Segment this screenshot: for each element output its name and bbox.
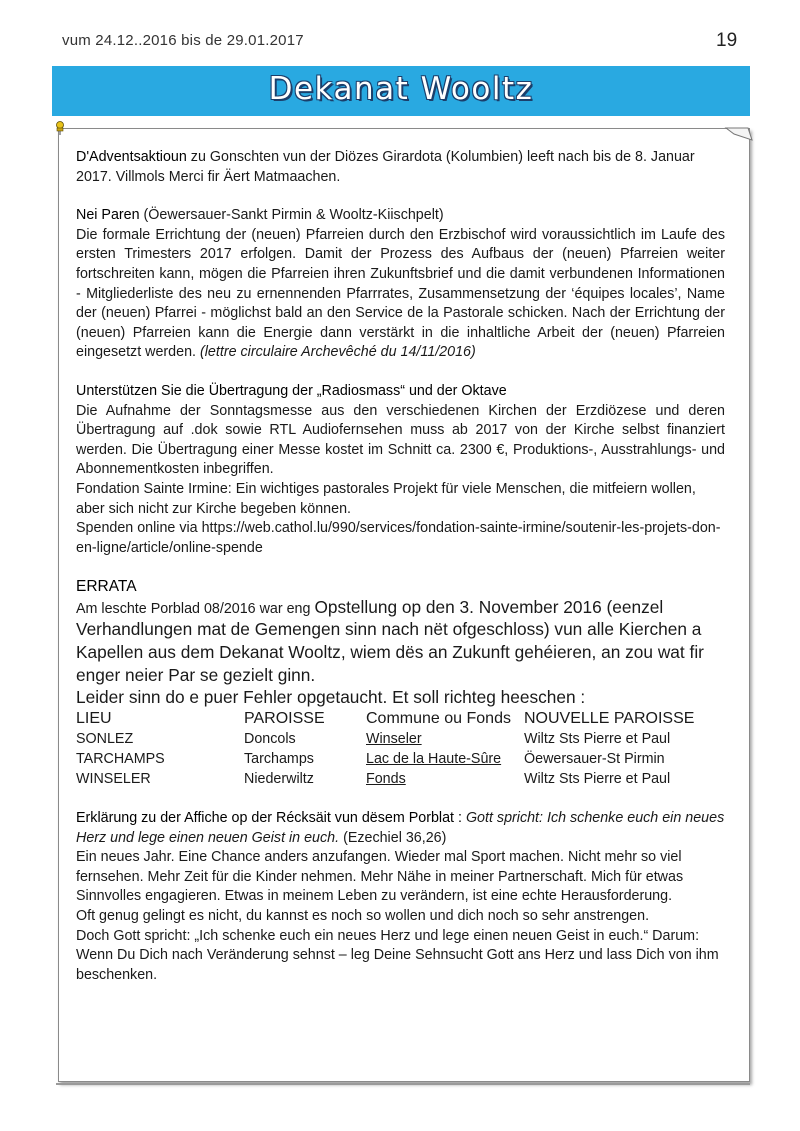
- errata-intro-large: Opstellung op den 3. November 2016 (eenzel Verhandlungen mat de Gemengen sinn nach nët ofgeschloss) vun alle Kierchen a Kapellen aus dem Dekanat Wooltz, wiem dës an Zukunft gehéieren, an zou wat fir enger neier Par se gezielt ginn.: [76, 596, 704, 685]
- table-cell: WINSELER: [76, 771, 151, 788]
- fondation-paragraph: Fondation Sainte Irmine: Ein wichtiges pastorales Projekt für viele Menschen, die mitfeiern wollen, aber sich nicht zur Kirche begeben können.: [76, 480, 696, 517]
- section-banner: [52, 66, 750, 116]
- table-cell: Wiltz Sts Pierre et Paul: [524, 731, 671, 748]
- errata-section: [76, 577, 725, 790]
- affiche-quote: Gott spricht: Ich schenke euch ein neues Herz und lege einen neuen Geist in euch.: [76, 810, 725, 846]
- nei-paren-subheading: (Öewersauer-Sankt Pirmin & Wooltz-Kiischpelt): [139, 207, 444, 224]
- affiche-reference: (Ezechiel 36,26): [339, 829, 447, 846]
- table-cell: Winseler: [366, 731, 422, 748]
- table-cell: Wiltz Sts Pierre et Paul: [524, 771, 671, 788]
- table-row: [76, 770, 724, 790]
- table-row: [76, 750, 724, 770]
- affiche-line: Ein neues Jahr. Eine Chance anders anzufangen. Wieder mal Sport machen. Nicht mehr so viel fernsehen. Mehr Zeit für die Kinder nehmen. Mehr Nähe in meiner Partnerschaft. Mich für etwas Sinnvolles engagieren. Etwas in meinem Leben zu verändern, ist eine echte Herausforderung.: [76, 849, 684, 905]
- adventsaktioun-section: [76, 148, 725, 187]
- page-number: 19: [716, 30, 738, 51]
- errata-table: [76, 708, 724, 790]
- table-row: [76, 730, 724, 750]
- banner-title: Dekanat Wooltz: [268, 71, 534, 107]
- page-curl-icon: [724, 124, 754, 142]
- adventsaktioun-heading: D'Adventsaktioun: [76, 149, 187, 165]
- column-header-paroisse: PAROISSE: [244, 710, 325, 728]
- nei-paren-body: Die formale Errichtung der (neuen) Pfarreien durch den Erzbischof wird voraussichtlich im Laufe des ersten Trimesters 2017 erfolgen. Damit der Prozess des Aufbaus der (neuen) Pfarreien weiter fortschreiten kann, mögen die Pfarreien ihren Zukunftsbrief und die damit verbundenen Informationen - Mitgliederliste des neu zu ernennenden Pfarrrates, Zusammensetzung der ‘équipes locales’, Name der (neuen) Pfarrei - möglichst bald an den Service de la Pastorale schicken. Nach der Errichtung der (neuen) Pfarreien kann die Energie dann verstärkt in die inhaltliche Arbeit der (neuen) Pfarreien eingesetzt werden.: [76, 226, 725, 361]
- spenden-link[interactable]: Spenden online via https://web.cathol.lu/990/services/fondation-sainte-irmine/soutenir-les-projets-don-en-ligne/article/online-spende: [76, 520, 721, 556]
- errata-heading: ERRATA: [76, 578, 137, 596]
- nei-paren-heading: Nei Paren: [76, 207, 140, 224]
- table-cell: Öewersauer-St Pirmin: [524, 751, 665, 768]
- column-header-lieu: LIEU: [76, 710, 112, 728]
- radiosmass-paragraph: Die Aufnahme der Sonntagsmesse aus den verschiedenen Kirchen der Erzdiözese und deren Übertragung auf .dok sowie RTL Audiofernsehen muss ab 2017 von der Kirche selbst finanziert werden. Die Übertragung einer Messe kostet im Schnitt ca. 2300 €, Produktions-, Ausstrahlungs- und Abonnementkosten inbegriffen.: [76, 402, 725, 478]
- header-date-range: vum 24.12..2016 bis de 29.01.2017: [62, 32, 304, 49]
- table-cell: Niederwiltz: [244, 771, 314, 788]
- affiche-line: Doch Gott spricht: „Ich schenke euch ein neues Herz und lege einen neuen Geist in euch.“ Darum: Wenn Du Dich nach Veränderung sehnst – leg Deine Sehnsucht Gott ans Herz und lass Dich von ihm beschenken.: [76, 927, 719, 983]
- article-content: [76, 148, 725, 985]
- table-cell: Doncols: [244, 731, 296, 748]
- affiche-heading: Erklärung zu der Affiche op der Récksäit vun dësem Porblat :: [76, 810, 466, 827]
- table-cell: Tarchamps: [244, 751, 314, 768]
- adventsaktioun-text: zu Gonschten vun der Diözes Girardota (Kolumbien) leeft nach bis de 8. Januar 2017. Villmols Merci fir Äert Matmaachen.: [76, 149, 695, 185]
- table-cell: Lac de la Haute-Sûre: [366, 751, 502, 768]
- table-cell: SONLEZ: [76, 731, 134, 748]
- bottom-rule: [56, 1083, 750, 1085]
- nei-paren-citation: (lettre circulaire Archevêché du 14/11/2016): [199, 344, 476, 361]
- column-header-nouvelle-paroisse: NOUVELLE PAROISSE: [524, 710, 695, 728]
- affiche-section: [76, 809, 725, 985]
- table-cell: TARCHAMPS: [76, 751, 165, 768]
- errata-intro: Am leschte Porblad 08/2016 war eng: [76, 600, 315, 617]
- radiosmass-section: [76, 382, 725, 558]
- pushpin-icon: [54, 121, 66, 135]
- errata-correction: Leider sinn do e puer Fehler opgetaucht. Et soll richteg heeschen :: [76, 687, 586, 708]
- affiche-line: Oft genug gelingt es nicht, du kannst es noch so wollen und dich noch so sehr anstrengen.: [76, 908, 650, 925]
- radiosmass-heading: Unterstützen Sie die Übertragung der „Radiosmass“ und der Oktave: [76, 382, 507, 399]
- column-header-commune: Commune ou Fonds: [366, 710, 511, 728]
- nei-paren-section: [76, 206, 725, 363]
- table-cell: Fonds: [366, 771, 406, 788]
- errata-table-header: [76, 708, 724, 730]
